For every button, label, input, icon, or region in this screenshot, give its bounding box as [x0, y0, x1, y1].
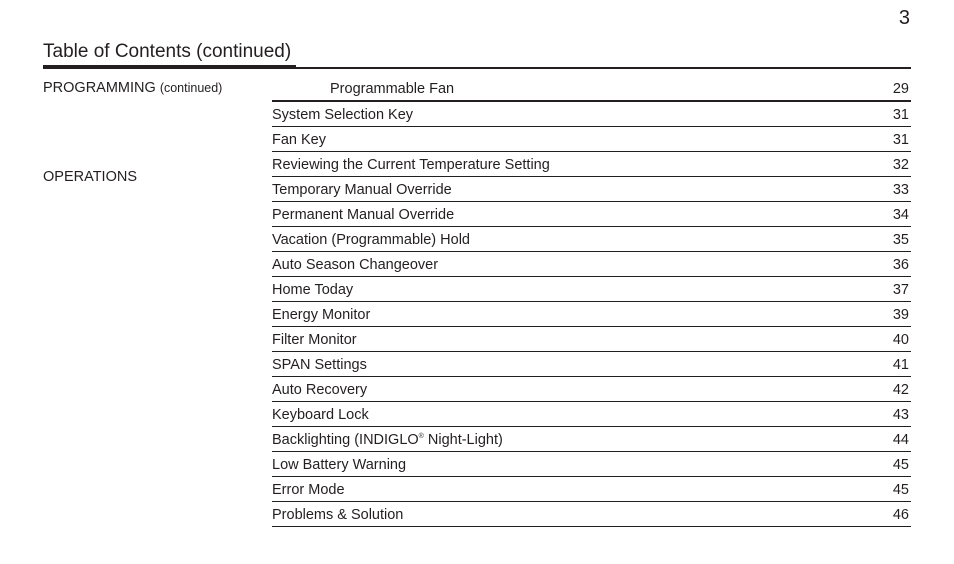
toc-entry-title: Permanent Manual Override — [272, 207, 455, 223]
toc-entry-title: Auto Season Changeover — [272, 257, 439, 273]
toc-entry-row[interactable] — [272, 127, 911, 152]
toc-entry-title: Keyboard Lock — [272, 407, 369, 423]
toc-entry-title: Low Battery Warning — [272, 457, 407, 473]
toc-entry-title: Filter Monitor — [272, 332, 357, 348]
toc-entry-title: Temporary Manual Override — [272, 182, 452, 198]
toc-entry-page: 36 — [892, 257, 909, 273]
toc-entry-page: 29 — [892, 81, 909, 97]
toc-entry-row[interactable] — [272, 202, 911, 227]
toc-entry-row[interactable] — [272, 327, 911, 352]
toc-entry-title: Auto Recovery — [272, 382, 368, 398]
toc-entry-page: 35 — [892, 232, 909, 248]
toc-entry-title: SPAN Settings — [272, 357, 367, 373]
toc-entry-title: Reviewing the Current Temperature Setting — [272, 157, 550, 173]
toc-entry-page: 39 — [892, 307, 909, 323]
toc-entry-row[interactable] — [272, 427, 911, 452]
toc-entry-row[interactable] — [272, 452, 911, 477]
toc-entry-title: Vacation (Programmable) Hold — [272, 232, 470, 248]
toc-entry-page: 34 — [892, 207, 909, 223]
toc-entry-page: 40 — [892, 332, 909, 348]
page-number: 3 — [898, 7, 910, 29]
toc-entry-title: Error Mode — [272, 482, 345, 498]
section-label-operations: OPERATIONS — [43, 169, 137, 185]
toc-entry-page: 44 — [892, 432, 909, 448]
toc-entry-title: Fan Key — [272, 132, 326, 148]
toc-entry-page: 46 — [892, 507, 909, 523]
toc-entry-page: 37 — [892, 282, 909, 298]
toc-list — [272, 76, 911, 527]
toc-entry-page: 45 — [892, 457, 909, 473]
toc-entry-row[interactable] — [272, 302, 911, 327]
toc-entry-row[interactable] — [272, 177, 911, 202]
section-programming-suffix: (continued) — [159, 81, 223, 95]
toc-entry-title: Home Today — [272, 282, 354, 298]
toc-entry-row[interactable] — [272, 102, 911, 127]
toc-entry-row[interactable] — [272, 352, 911, 377]
toc-entry-title: System Selection Key — [272, 107, 414, 123]
toc-entry-page: 33 — [892, 182, 909, 198]
toc-entry-title-main: Backlighting (INDIGLO — [272, 432, 419, 448]
toc-entry-page: 42 — [892, 382, 909, 398]
toc-entry-page: 45 — [892, 482, 909, 498]
toc-entry-title: Energy Monitor — [272, 307, 371, 323]
registered-mark: ® — [418, 433, 424, 440]
toc-entry-row[interactable] — [272, 402, 911, 427]
toc-entry-title: Problems & Solution — [272, 507, 404, 523]
section-label-programming — [43, 78, 222, 98]
toc-entry-title-rest: Night-Light) — [423, 432, 503, 448]
toc-entry-row[interactable] — [272, 502, 911, 527]
toc-entry-row[interactable] — [272, 377, 911, 402]
toc-entry-row[interactable] — [272, 152, 911, 177]
toc-entry-page: 31 — [892, 107, 909, 123]
section-programming-label: PROGRAMMING — [43, 80, 156, 96]
toc-entry-title — [272, 427, 503, 450]
toc-entry-title: Programmable Fan — [330, 81, 455, 97]
toc-entry-row[interactable] — [272, 277, 911, 302]
title-underline — [43, 67, 911, 69]
toc-entry-row[interactable] — [272, 477, 911, 502]
toc-entry-page: 41 — [892, 357, 909, 373]
toc-entry-page: 31 — [892, 132, 909, 148]
page-title: Table of Contents (continued) — [43, 41, 292, 62]
toc-entry-row[interactable] — [272, 76, 911, 102]
toc-entry-page: 43 — [892, 407, 909, 423]
toc-entry-row[interactable] — [272, 227, 911, 252]
toc-entry-page: 32 — [892, 157, 909, 173]
toc-entry-row[interactable] — [272, 252, 911, 277]
